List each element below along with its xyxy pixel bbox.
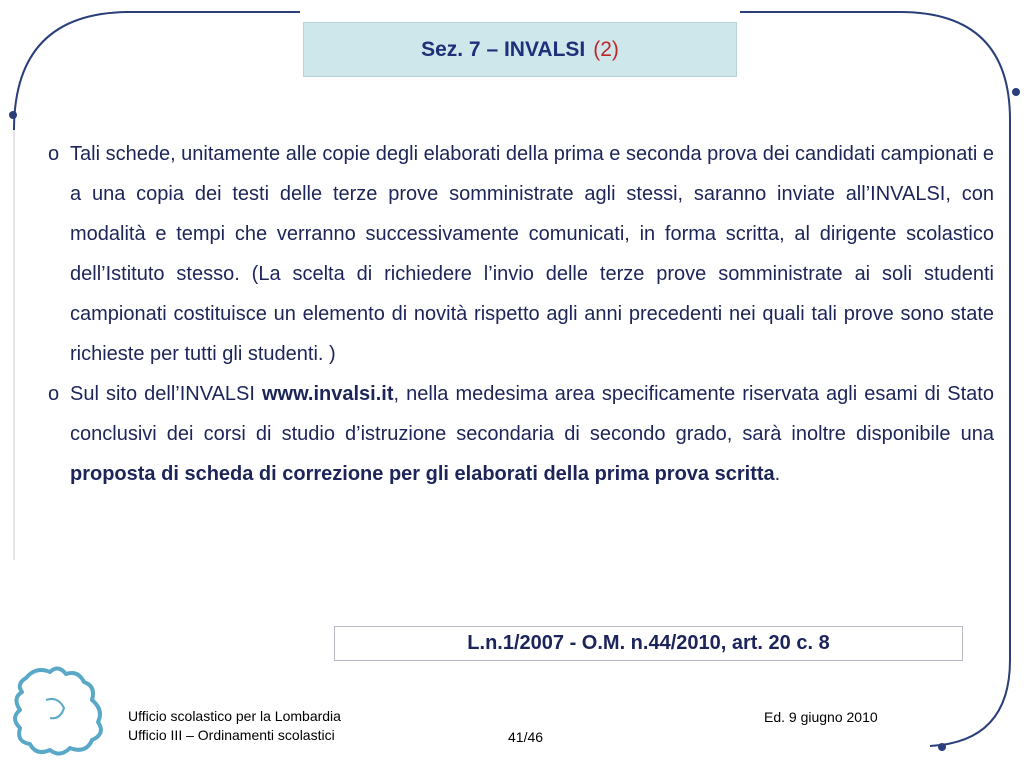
legal-reference-text: L.n.1/2007 - O.M. n.44/2010, art. 20 c. 8 — [467, 632, 830, 654]
invalsi-link[interactable]: www.invalsi.it — [262, 383, 394, 405]
lombardy-map-icon — [6, 660, 114, 760]
slide-title — [303, 22, 737, 77]
paragraph-sito-middle: , nella medesima area specificamente riservata agli esami di Stato conclusivi dei corsi di studio d’istruzione secondaria di secondo grado, sarà inoltre disponibile una — [70, 383, 994, 445]
paragraph-schede-text: Tali schede, unitamente alle copie degli elaborati della prima e seconda prova dei candidati campionati e a una copia dei testi delle terze prove somministrate agli stessi, saranno inviate all’INVALSI, con modalità e tempi che verranno successivamente comunicati, in forma scritta, al dirigente scolastico dell’Istituto stesso. (La scelta di richiedere l’invio delle terze prove somministrate ai soli studenti campionati costituisce un elemento di novità rispetto agli anni precedenti nei quali tali prove sono state richieste per tutti gli studenti. ) — [70, 143, 994, 365]
legal-reference — [334, 626, 963, 661]
paragraph-sito-end: . — [774, 463, 781, 485]
footer-office-line2: Ufficio III – Ordinamenti scolastici — [128, 727, 335, 743]
edition-date: Ed. 9 giugno 2010 — [764, 709, 878, 725]
bullet-marker: o — [48, 143, 60, 165]
slide-title-number: (2) — [593, 37, 619, 61]
paragraph-sito — [48, 374, 994, 494]
bullet-marker: o — [48, 383, 60, 405]
slide-content — [48, 134, 994, 494]
footer-office-line1: Ufficio scolastico per la Lombardia — [128, 708, 341, 724]
footer-office — [128, 707, 341, 745]
slide-title-text: Sez. 7 – INVALSI — [421, 37, 586, 61]
paragraph-schede — [48, 134, 994, 374]
paragraph-sito-bold: proposta di scheda di correzione per gli elaborati della prima prova scritta — [70, 463, 775, 485]
page-number: 41/46 — [508, 729, 544, 745]
paragraph-sito-intro: Sul sito dell’INVALSI — [70, 383, 262, 405]
